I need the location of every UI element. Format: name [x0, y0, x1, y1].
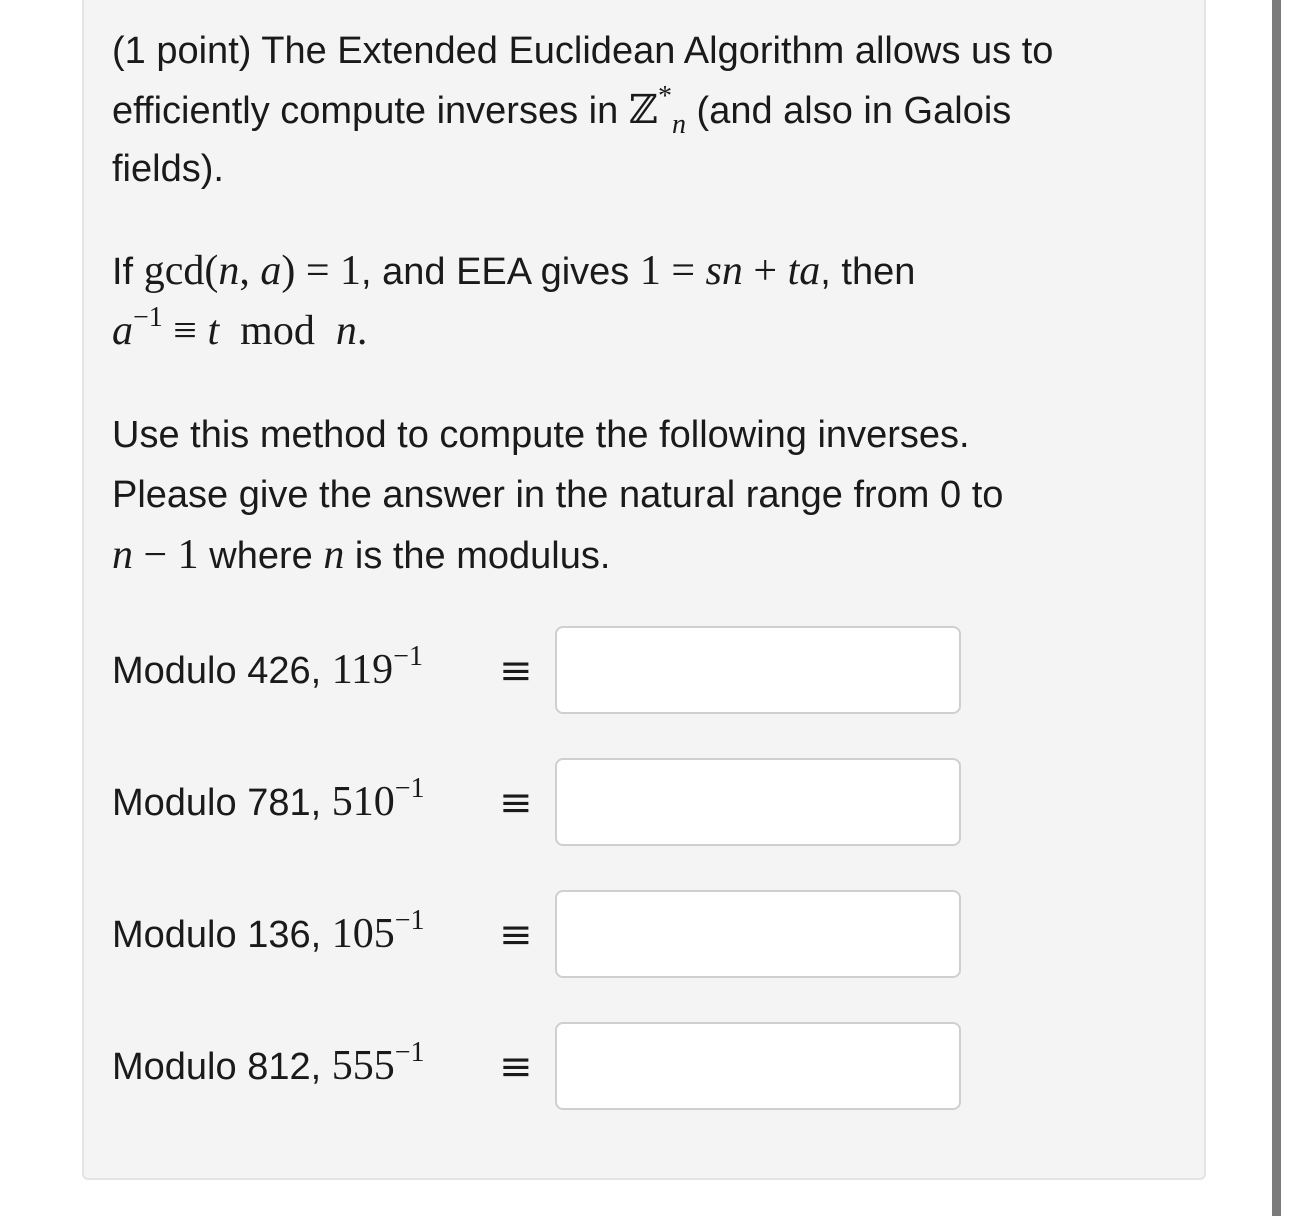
problem-4-modulus: Modulo 812, [112, 1046, 332, 1088]
group-subscript: n [671, 109, 686, 140]
problem-3-answer-input[interactable] [555, 890, 961, 978]
rule-n2: n [335, 308, 357, 354]
rule-sn: sn [705, 248, 743, 294]
instructions-line-3 [112, 534, 610, 576]
intro-line-2 [112, 81, 1012, 140]
intro-line-1 [112, 32, 1053, 70]
intro-line-3 [112, 150, 224, 188]
problem-1-base: 119 [331, 647, 394, 693]
instructions-text-1: Use this method to compute the following inverses. [112, 414, 970, 456]
rule-eq2: 1 = [639, 248, 706, 294]
rule-gcd: gcd( [143, 248, 219, 294]
intro-text-3: fields). [112, 148, 224, 190]
integers-symbol: ℤ [628, 87, 658, 133]
group-star: * [657, 81, 672, 112]
problem-2-equiv: ≡ [499, 780, 533, 826]
problem-4-base: 555 [331, 1043, 395, 1089]
rule-mid: , and EEA gives [361, 251, 640, 293]
intro-text: (1 point) The Extended Euclidean Algorithm allows us to [112, 30, 1054, 72]
problem-2-base: 510 [331, 779, 395, 825]
problem-2-answer-input[interactable] [555, 758, 961, 846]
rule-equiv: ≡ [162, 308, 208, 354]
problem-4-equiv: ≡ [499, 1044, 533, 1090]
problem-4-label [112, 1037, 425, 1090]
instructions-n2: n [323, 532, 345, 578]
problem-3-exponent: −1 [394, 905, 425, 936]
problem-1-exponent: −1 [393, 641, 423, 672]
problem-4-exponent: −1 [394, 1037, 425, 1068]
rule-n: n [218, 248, 240, 294]
problem-1-label [112, 641, 423, 694]
rule-mod: mod [219, 308, 336, 354]
page-scrollbar[interactable] [1272, 0, 1281, 1216]
rule-dot: . [356, 308, 368, 354]
rule-comma: , [239, 248, 261, 294]
problem-3-equiv: ≡ [499, 912, 533, 958]
rule-ta: ta [787, 248, 821, 294]
problem-4-answer-input[interactable] [555, 1022, 961, 1110]
problem-3-base: 105 [331, 911, 395, 957]
instructions-rest: is the modulus. [344, 535, 611, 577]
problem-3-modulus: Modulo 136, [112, 914, 332, 956]
instructions-text-2: Please give the answer in the natural range from 0 to [112, 474, 1004, 516]
problem-card [82, 0, 1206, 1180]
intro-text-2b: (and also in Galois [685, 90, 1012, 132]
rule-line-2 [112, 302, 368, 354]
rule-inverse-exp: −1 [133, 302, 163, 333]
problem-1-modulus: Modulo 426, [112, 650, 332, 692]
problem-1-answer-input[interactable] [555, 626, 961, 714]
rule-t: t [207, 308, 220, 354]
rule-if: If [112, 251, 144, 293]
rule-close: ) [281, 248, 296, 294]
intro-text-2a: efficiently compute inverses in [112, 90, 629, 132]
instructions-n: n [112, 532, 133, 578]
problem-1-equiv: ≡ [499, 648, 533, 694]
instructions-line-2 [112, 476, 1003, 514]
problem-3-label [112, 905, 425, 958]
problem-2-modulus: Modulo 781, [112, 782, 332, 824]
instructions-where: where [198, 535, 324, 577]
rule-a: a [260, 248, 282, 294]
instructions-line-1 [112, 416, 970, 454]
problem-2-exponent: −1 [394, 773, 425, 804]
rule-line-1 [112, 250, 915, 292]
problem-2-label [112, 773, 425, 826]
rule-plus: + [742, 248, 788, 294]
rule-eq1: = 1 [295, 248, 362, 294]
rule-then: , then [820, 251, 916, 293]
rule-a2: a [112, 308, 133, 354]
instructions-minus-one: − 1 [133, 532, 199, 578]
